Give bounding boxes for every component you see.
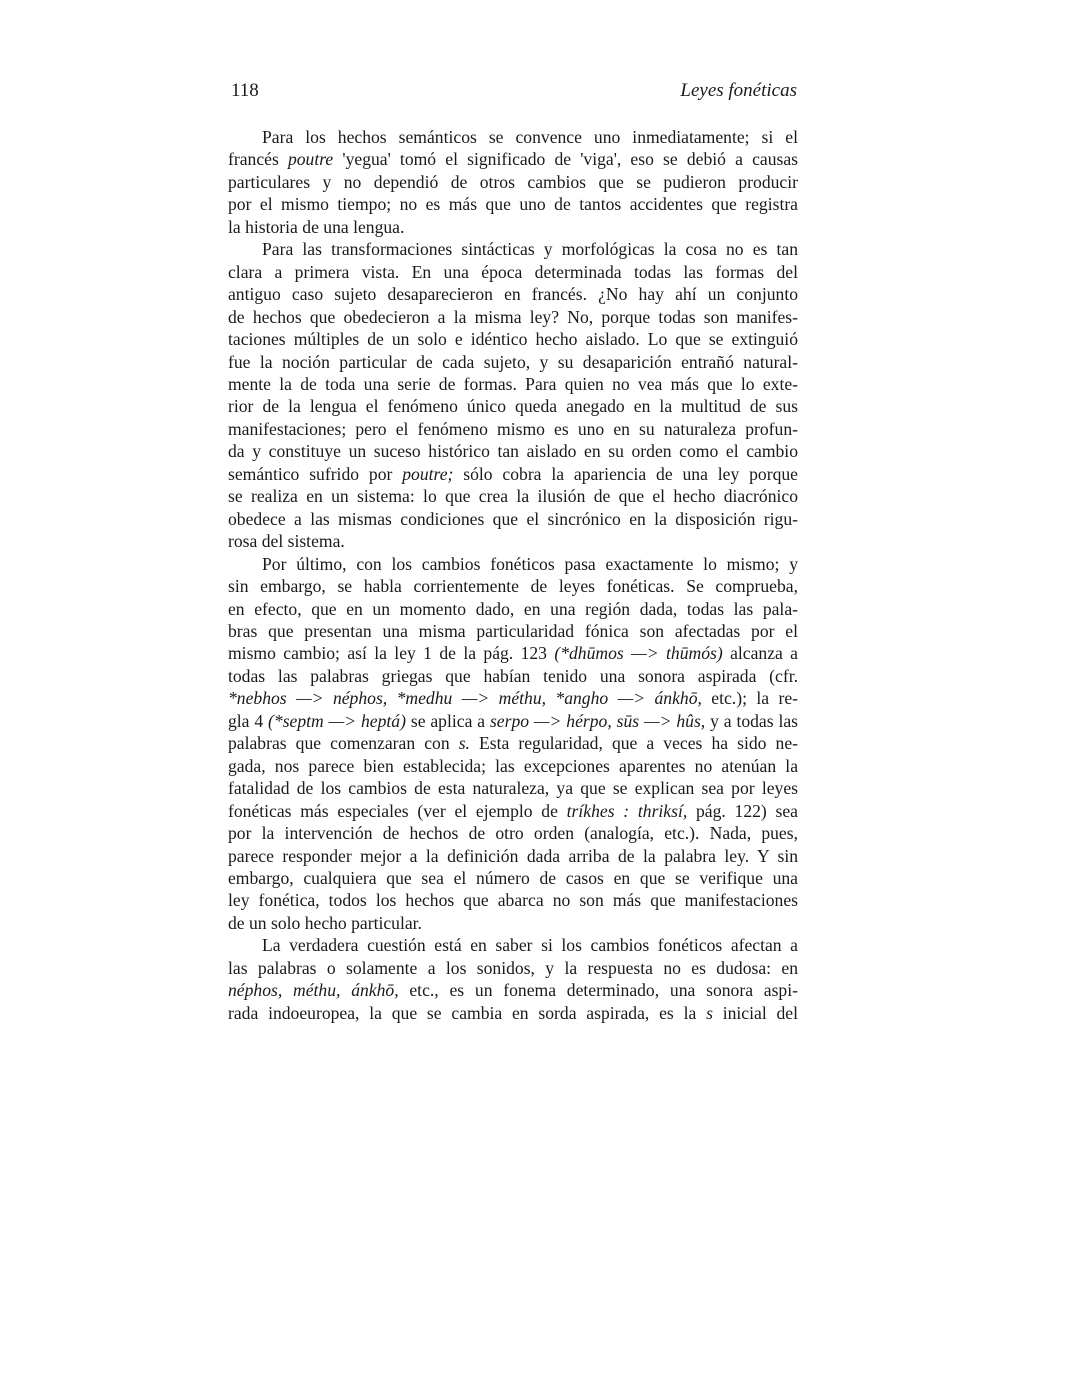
text-run: clara a primera vista. En una época determinada todas las formas del (228, 261, 798, 282)
text-run: Por último, con los cambios fonéticos pasa exactamente lo mismo; y (262, 553, 798, 574)
text-run: fatalidad de los cambios de esta naturaleza, ya que se explican sea por leyes (228, 778, 798, 799)
text-line (228, 530, 798, 552)
text-line (228, 216, 798, 238)
text-line (228, 148, 798, 170)
text-line (228, 283, 798, 305)
text-line (228, 238, 798, 260)
italic-term: *nebhos —> néphos, *medhu —> méthu, *angho —> ánkhō, (228, 688, 702, 709)
paragraph (228, 126, 798, 238)
text-run: rior de la lengua el fenómeno único queda anegado en la multitud de sus (228, 396, 798, 417)
text-run: por el mismo tiempo; no es más que uno de tantos accidentes que registra (228, 194, 798, 215)
italic-term: poutre; (402, 463, 454, 484)
text-line (228, 777, 798, 799)
paragraph (228, 934, 798, 1024)
italic-term: serpo —> hérpo, sūs —> hûs, (489, 710, 706, 731)
text-line (228, 193, 798, 215)
paragraph (228, 553, 798, 935)
text-run: rosa del sistema. (228, 531, 345, 552)
text-run: Esta regularidad, que a veces ha sido ne- (469, 733, 798, 754)
text-line (228, 171, 798, 193)
text-run: la historia de una lengua. (228, 216, 405, 237)
italic-term: (*dhūmos —> thūmós) (554, 643, 723, 664)
text-line (228, 889, 798, 911)
text-run: por la intervención de hechos de otro orden (analogía, etc.). Nada, pues, (228, 823, 798, 844)
text-run: se realiza en un sistema: lo que crea la ilusión de que el hecho diacrónico (228, 486, 798, 507)
text-run: fue la noción particular de cada sujeto, y su desaparición entrañó natural- (228, 351, 798, 372)
text-run: fonéticas más especiales (ver el ejemplo de (228, 800, 567, 821)
text-run: las palabras o solamente a los sonidos, y la respuesta no es dudosa: en (228, 957, 798, 978)
text-line (228, 440, 798, 462)
text-line (228, 261, 798, 283)
text-line (228, 598, 798, 620)
text-run: gla 4 (228, 710, 269, 731)
text-line (228, 351, 798, 373)
text-run: francés (228, 149, 288, 170)
text-run: ley fonética, todos los hechos que abarca no son más que manifestaciones (228, 890, 798, 911)
italic-term: s. (458, 733, 470, 754)
text-run: particulares y no dependió de otros cambios que se pudieron producir (228, 171, 798, 192)
text-line (228, 800, 798, 822)
text-line (228, 979, 798, 1001)
text-run: de un solo hecho particular. (228, 912, 422, 933)
text-run: embargo, cualquiera que sea el número de casos en que se verifique una (228, 867, 798, 888)
text-run: en efecto, que en un momento dado, en una región dada, todas las pala- (228, 598, 798, 619)
text-line (228, 1002, 798, 1024)
page-number: 118 (231, 80, 259, 101)
italic-term: s (706, 1002, 713, 1023)
text-line (228, 867, 798, 889)
text-run: se aplica a (405, 710, 490, 731)
italic-term: néphos, méthu, ánkhō, (228, 980, 399, 1001)
text-line (228, 755, 798, 777)
text-run: inicial del (712, 1002, 799, 1023)
text-run: mente la de toda una serie de formas. Para quien no vea más que lo exte- (228, 373, 798, 394)
text-line (228, 395, 798, 417)
text-line (228, 126, 798, 148)
text-run: y a todas las (705, 710, 799, 731)
body-text (228, 126, 798, 1024)
text-run: Para las transformaciones sintácticas y morfológicas la cosa no es tan (262, 239, 798, 260)
text-run: etc., es un fonema determinado, una sonora aspi- (398, 980, 798, 1001)
text-line (228, 665, 798, 687)
text-line (228, 845, 798, 867)
page-header (231, 80, 797, 108)
text-run: La verdadera cuestión está en saber si los cambios fonéticos afectan a (262, 935, 798, 956)
italic-term: (*septm —> heptá) (268, 710, 406, 731)
paragraph (228, 238, 798, 552)
text-run: taciones múltiples de un solo e idéntico hecho aislado. Lo que se extinguió (228, 329, 798, 350)
text-run: Para los hechos semánticos se convence uno inmediatamente; si el (262, 127, 798, 147)
text-line (228, 620, 798, 642)
text-line (228, 553, 798, 575)
text-run: rada indoeuropea, la que se cambia en sorda aspirada, es la (228, 1002, 707, 1023)
text-line (228, 822, 798, 844)
text-run: bras que presentan una misma particularidad fónica son afectadas por el (228, 620, 798, 641)
text-run: sólo cobra la apariencia de una ley porque (453, 463, 798, 484)
text-run: 'yegua' tomó el significado de 'viga', eso se debió a causas (333, 149, 798, 170)
text-run: parece responder mejor a la definición dada arriba de la palabra ley. Y sin (228, 845, 798, 866)
text-line (228, 687, 798, 709)
text-run: antiguo caso sujeto desaparecieron en francés. ¿No hay ahí un conjunto (228, 284, 798, 305)
text-line (228, 957, 798, 979)
running-title: Leyes fonéticas (680, 80, 797, 101)
text-line (228, 642, 798, 664)
text-run: etc.); la re- (701, 688, 798, 709)
text-line (228, 418, 798, 440)
italic-term: poutre (287, 149, 334, 170)
text-run: de hechos que obedecieron a la misma ley? No, porque todas son manifes- (228, 306, 798, 327)
text-line (228, 912, 798, 934)
text-run: sin embargo, se habla corrientemente de leyes fonéticas. Se comprueba, (228, 576, 798, 597)
text-line (228, 934, 798, 956)
text-run: manifestaciones; pero el fenómeno mismo es uno en su naturaleza profun- (228, 418, 798, 439)
text-run: semántico sufrido por (228, 463, 403, 484)
text-run: pág. 122) sea (687, 800, 798, 821)
text-line (228, 575, 798, 597)
text-run: da y constituye un suceso histórico tan aislado en su orden como el cambio (228, 441, 798, 462)
text-line (228, 508, 798, 530)
italic-term: tríkhes : thriksí, (566, 800, 688, 821)
text-line (228, 732, 798, 754)
text-line (228, 328, 798, 350)
text-run: palabras que comenzaran con (228, 733, 459, 754)
text-line (228, 306, 798, 328)
text-run: alcanza a (722, 643, 798, 664)
text-line (228, 463, 798, 485)
text-line (228, 485, 798, 507)
text-run: gada, nos parece bien establecida; las excepciones aparentes no atenúan la (228, 755, 798, 776)
text-run: mismo cambio; así la ley 1 de la pág. 123 (228, 643, 555, 664)
text-run: obedece a las mismas condiciones que el sincrónico en la disposición rigu- (228, 508, 798, 529)
text-line (228, 373, 798, 395)
text-run: todas las palabras griegas que habían tenido una sonora aspirada (cfr. (228, 665, 798, 686)
text-line (228, 710, 798, 732)
